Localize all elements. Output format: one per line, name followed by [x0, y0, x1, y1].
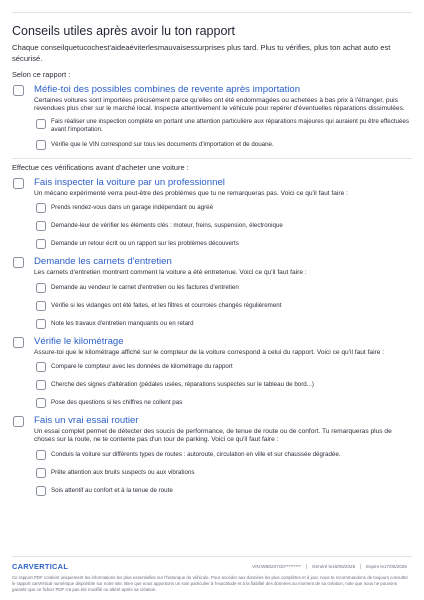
section-checkbox[interactable]	[13, 416, 24, 427]
item-checkbox[interactable]	[36, 140, 46, 150]
checklist-item	[34, 361, 412, 374]
item-text: Note les travaux d'entretien manquants ou en retard	[51, 319, 194, 327]
item-text: Pose des questions si les chiffres ne collent pas	[51, 399, 183, 407]
rapport-label: Selon ce rapport :	[12, 70, 71, 79]
item-text: Demande-leur de vérifier les éléments clés : moteur, freins, suspension, électronique	[51, 222, 283, 230]
section-title: Fais inspecter la voiture par un professionnel	[34, 176, 225, 188]
section-description: Assure-toi que le kilométrage affiché sur le compteur de la voiture correspond à celui du rapport. Voici ce qu'il faut faire :	[34, 348, 385, 356]
checklist-item	[34, 300, 412, 313]
section-mileage	[12, 336, 412, 410]
section-professional-inspection	[12, 177, 412, 251]
checklist-item	[34, 118, 412, 134]
item-checkbox[interactable]	[36, 283, 46, 293]
tips-content	[12, 24, 412, 503]
item-checkbox[interactable]	[36, 486, 46, 496]
checklist-item	[34, 467, 412, 480]
section-description: Les carnets d'entretien montrent comment la voiture a été entretenue. Voici ce qu'il faut faire :	[34, 269, 307, 277]
checks-label: Effectue ces vérifications avant d'acheter une voiture :	[12, 162, 189, 172]
section-title: Vérifie le kilométrage	[34, 335, 124, 347]
section-divider	[12, 158, 412, 159]
item-checkbox[interactable]	[36, 221, 46, 231]
section-title: Demande les carnets d'entretien	[34, 256, 172, 268]
generated-date: Généré le16/05/2026	[306, 564, 360, 569]
item-text: Vérifie que le VIN correspond sur tous les documents d'importation et de douane.	[51, 140, 274, 148]
vin-label: VIN:WB0207G0*********	[252, 563, 301, 569]
checklist-item	[34, 397, 412, 410]
section-title: Fais un vrai essai routier	[34, 415, 139, 427]
page-footer	[12, 556, 412, 592]
top-divider	[12, 12, 412, 13]
item-text: Demande un retour écrit ou un rapport sur les problèmes découverts	[51, 240, 239, 248]
intro-text: Chaque conseilquetucochest'aideaéviterlesmauvaisessurprises plus tard. Plus tu vérifies, plus ton achat auto est sécurisé.	[12, 43, 391, 63]
item-checkbox[interactable]	[36, 203, 46, 213]
item-checkbox[interactable]	[36, 468, 46, 478]
section-description: Certaines voitures sont importées précisément parce qu'elles ont été endommagées ou achetées à bas prix à l'étranger, puis revendues plus cher sur le marché local. Inspecte attentivement le véhicule pour repérer d'éventuelles réparations dissimulées.	[34, 97, 405, 113]
report-meta	[247, 564, 412, 569]
item-text: Prête attention aux bruits suspects ou aux vibrations	[51, 468, 195, 476]
item-text: Fais réaliser une inspection complète en portant une attention particulière aux réparations majeures qui auraient pu être effectuées avant l'importation.	[51, 117, 409, 133]
section-title: Méfie-toi des possibles combines de revente après importation	[34, 84, 301, 95]
section-service-records	[12, 256, 412, 330]
checklist-item	[34, 485, 412, 498]
item-checkbox[interactable]	[36, 239, 46, 249]
section-checkbox[interactable]	[13, 257, 24, 268]
brand-logo: CARVERTICAL	[12, 561, 69, 571]
item-checkbox[interactable]	[36, 380, 46, 390]
checklist-item	[34, 139, 412, 152]
item-text: Cherche des signes d'altération (pédales usées, réparations suspectes sur le tableau de bord...)	[51, 381, 314, 389]
section-checkbox[interactable]	[13, 178, 24, 189]
item-text: Compare le compteur avec les données de kilométrage du rapport	[51, 363, 233, 371]
item-text: Sois attentif au confort et à la tenue de route	[51, 486, 173, 494]
section-checkbox[interactable]	[13, 337, 24, 348]
page-title: Conseils utiles après avoir lu ton rapport	[12, 24, 236, 38]
disclaimer-text: Ce rapport PDF contient uniquement les informations les plus essentielles sur l'historique du véhicule. Pour accéder aux données les plus complètes et à jour, nous te recommandons de toujours consulter le rapport carVertical numérique disponible sur notre site. Bien que nous apportions un soin particulier à l'exactitude et à la fiabilité des données au moment de sa création, note que nous ne pouvons garantir que ce fichier PDF n'a pas été modifié ou altéré après sa création.	[12, 575, 408, 592]
footer-row	[12, 557, 412, 575]
expiry-date: Expire le17/06/2026	[360, 564, 412, 569]
section-description: Un mécano expérimenté verra peut-être des problèmes que tu ne remarqueras pas. Voici ce qu'il faut faire :	[34, 189, 348, 197]
item-text: Conduis la voiture sur différents types de routes : autoroute, circulation en ville et sur chaussée dégradée.	[51, 450, 341, 458]
checklist-item	[34, 318, 412, 331]
checklist-item	[34, 282, 412, 295]
checklist-item	[34, 238, 412, 251]
item-checkbox[interactable]	[36, 450, 46, 460]
item-checkbox[interactable]	[36, 362, 46, 372]
checklist-item	[34, 449, 412, 462]
section-description: Un essai complet permet de détecter des soucis de performance, de tenue de route ou de confort. Tu remarqueras plus de choses sur la route, ne te contente pas d'un tour de parking. Voici ce qu'il faut faire :	[34, 428, 392, 444]
checklist-item	[34, 202, 412, 215]
item-checkbox[interactable]	[36, 398, 46, 408]
section-test-drive	[12, 415, 412, 498]
item-text: Prends rendez-vous dans un garage indépendant ou agréé	[51, 204, 214, 212]
item-checkbox[interactable]	[36, 319, 46, 329]
item-text: Vérifie si les vidanges ont été faites, et les filtres et courroies changés régulièrement	[51, 301, 282, 309]
section-import-scam	[12, 84, 412, 152]
item-checkbox[interactable]	[36, 119, 46, 129]
item-text: Demande au vendeur le carnet d'entretien ou les factures d'entretien	[51, 283, 239, 291]
checklist-item	[34, 379, 412, 392]
item-checkbox[interactable]	[36, 301, 46, 311]
section-checkbox[interactable]	[13, 85, 24, 96]
checklist-item	[34, 220, 412, 233]
